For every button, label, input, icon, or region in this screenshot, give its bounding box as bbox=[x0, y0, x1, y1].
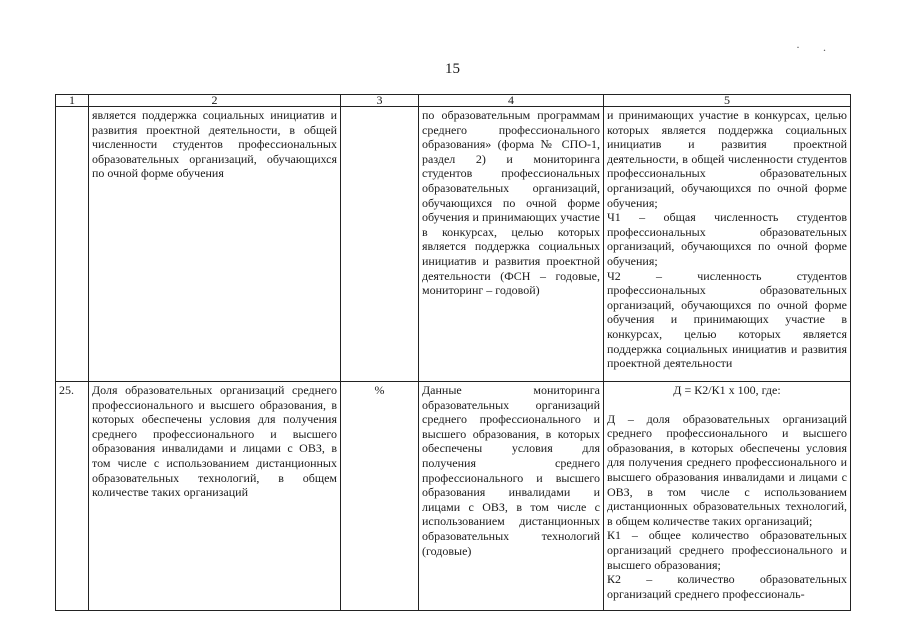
table-header-row bbox=[56, 95, 851, 107]
indicator-table bbox=[55, 94, 851, 611]
column-header-2: 2 bbox=[89, 95, 341, 107]
column-header-3: 3 bbox=[341, 95, 419, 107]
row2-data-source: Данные мониторинга образовательных организаций среднего профессионального и высшего образования, в которых обеспечены условия для получения среднего профессионального и высшего образования инвалидами и лицами с ОВЗ, в том числе с использованием дистанционных образовательных технологий (годовые) bbox=[419, 382, 604, 611]
column-header-1: 1 bbox=[56, 95, 89, 107]
scan-marks: · . bbox=[796, 40, 836, 54]
row2-calculation-method bbox=[604, 382, 851, 611]
row1-indicator-name: является поддержка социальных инициатив и развития проектной деятельности, в общей численности студентов профессиональных образовательных организаций, обучающихся по очной форме обучения bbox=[89, 107, 341, 382]
row1-data-source: по образовательным программам среднего профессионального образования» (форма № СПО-1, раздел 2) и мониторинга студентов профессиональных образовательных организаций, обучающихся по очной форме обучения и принимающих участие в конкурсах, целью которых является поддержка социальных инициатив и развития проектной деятельности (ФСН – годовые, мониторинг – годовой) bbox=[419, 107, 604, 382]
table-row bbox=[56, 382, 851, 611]
page-number: 15 bbox=[445, 61, 460, 77]
column-header-4: 4 bbox=[419, 95, 604, 107]
column-header-5: 5 bbox=[604, 95, 851, 107]
row2-formula: Д = К2/К1 х 100, где: bbox=[673, 383, 781, 397]
table-row bbox=[56, 107, 851, 382]
row2-indicator-name: Доля образовательных организаций среднего профессионального и высшего образования, в которых обеспечены условия для получения среднего профессионального и высшего образования инвалидами и лицами с ОВЗ, в том числе с использованием дистанционных образовательных технологий, в общем количестве таких организаций bbox=[89, 382, 341, 611]
row1-number bbox=[56, 107, 89, 382]
row2-number: 25. bbox=[56, 382, 89, 611]
row1-unit bbox=[341, 107, 419, 382]
row2-formula-legend: Д – доля образовательных организаций среднего профессионального и высшего образования, в которых обеспечены условия для получения среднего профессионального и высшего образования инвалидами и лицами с ОВЗ, в том числе с использованием дистанционных образовательных технологий, в общем количестве таких организаций; К1 – общее количество образовательных организаций среднего профессионального и высшего образования; К2 – количество образовательных организаций среднего профессиональ- bbox=[607, 411, 847, 601]
row2-unit: % bbox=[341, 382, 419, 611]
row1-calculation-method: и принимающих участие в конкурсах, целью которых является поддержка социальных инициатив и развития проектной деятельности, в общей численности студентов профессиональных образовательных организаций, обучающихся по очной форме обучения; Ч1 – общая численность студентов профессиональных образовательных организаций, обучающихся по очной форме обучения; Ч2 – численность студентов профессиональных образовательных организаций, обучающихся по очной форме обучения и принимающих участие в конкурсах, целью которых является поддержка социальных инициатив и развития проектной деятельности bbox=[604, 107, 851, 382]
